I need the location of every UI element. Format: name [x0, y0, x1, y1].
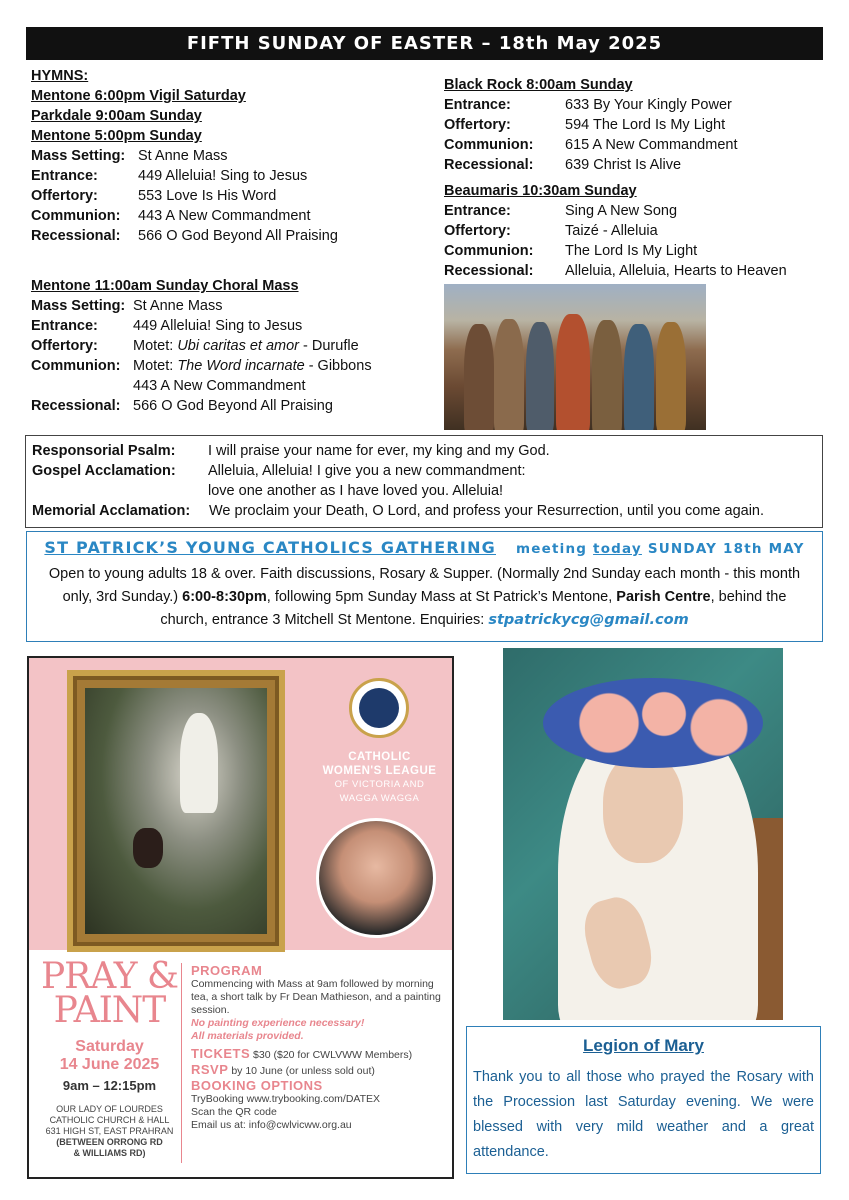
hymn-value: St Anne Mass: [138, 148, 228, 164]
psalm-text: I will praise your name for ever, my king and my God.: [208, 443, 550, 459]
tickets-line: TICKETS $30 ($20 for CWLVWW Members): [191, 1046, 413, 1061]
legion-title: Legion of Mary: [583, 1036, 704, 1055]
black-rock-heading: Black Rock 8:00am Sunday: [444, 77, 633, 93]
hymns-heading: HYMNS:: [31, 68, 89, 84]
hymn-value: Alleluia, Alleluia, Hearts to Heaven: [565, 263, 787, 279]
rsvp-line: RSVP by 10 June (or unless sold out): [191, 1062, 375, 1077]
hymn-value: 449 Alleluia! Sing to Jesus: [138, 168, 308, 184]
booking-line: Email us at: info@cwlvicww.org.au: [191, 1119, 352, 1131]
mass-time: Mentone 5:00pm Sunday: [31, 128, 202, 144]
hymn-label: Recessional:: [444, 263, 534, 279]
hymn-label: Recessional:: [31, 398, 121, 414]
ycg-title: ST PATRICK’S YOUNG CATHOLICS GATHERING meeting today SUNDAY 18th MAY: [44, 538, 805, 557]
hymn-row: [31, 146, 431, 166]
poster-divider: [181, 963, 182, 1163]
poster-program: [191, 963, 446, 1132]
program-heading: PROGRAM: [191, 963, 263, 978]
hymn-value: St Anne Mass: [133, 298, 223, 314]
booking-heading: BOOKING OPTIONS: [191, 1078, 323, 1093]
mass-time: Mentone 6:00pm Vigil Saturday: [31, 88, 246, 104]
beaumaris-heading: Beaumaris 10:30am Sunday: [444, 183, 637, 199]
hymn-value: 553 Love Is His Word: [138, 188, 277, 204]
hymn-label: Communion:: [444, 243, 534, 259]
poster-time: 9am – 12:15pm: [62, 1078, 157, 1093]
hymn-row: [31, 226, 431, 246]
hymn-row: [31, 206, 431, 226]
cwl-name: CATHOLIC WOMEN'S LEAGUE OF VICTORIA AND WAGGA WAGGA: [322, 751, 437, 804]
lourdes-painting: [67, 670, 285, 952]
hymn-label: Communion:: [31, 358, 121, 374]
black-rock-hymns: [444, 75, 824, 175]
memorial-text: We proclaim your Death, O Lord, and profess your Resurrection, until you come again.: [209, 503, 765, 519]
choral-heading: Mentone 11:00am Sunday Choral Mass: [31, 278, 299, 294]
ycg-body: Open to young adults 18 & over. Faith discussions, Rosary & Supper. (Normally 2nd Sunday each month - this month only, 3rd Sunday.) 6:00-8:30pm, following 5pm Sunday Mass at St Patrick’s Mentone, Parish Centre, behind the church, entrance 3 Mitchell St Mentone. Enquiries: stpatrickycg@gmail.com: [48, 566, 801, 628]
gospel-text: love one another as I have loved you. Alleluia!: [208, 483, 504, 499]
legion-body: Thank you to all those who prayed the Rosary with the Procession last Saturday evening. We were blessed with very mild weather and a great attendance.: [473, 1069, 814, 1160]
hymn-label: Communion:: [444, 137, 534, 153]
hymn-value: 443 A New Commandment: [133, 378, 306, 394]
materials-note: All materials provided.: [191, 1030, 304, 1042]
priest-photo: [316, 818, 436, 938]
choral-mass: [31, 276, 436, 416]
hymns-left: [31, 66, 431, 246]
hymn-label: Offertory:: [444, 117, 511, 133]
pray-paint-poster: [27, 656, 454, 1179]
hymn-label: Communion:: [31, 208, 121, 224]
hymn-value: 633 By Your Kingly Power: [565, 97, 732, 113]
hymn-value: 615 A New Commandment: [565, 137, 738, 153]
poster-date: Saturday 14 June 2025: [59, 1038, 160, 1073]
hymn-value: Motet: The Word incarnate - Gibbons: [133, 358, 372, 374]
poster-title: PRAY & PAINT: [40, 956, 179, 1031]
hymn-label: Recessional:: [31, 228, 121, 244]
psalm-box: [25, 435, 823, 528]
hymn-row: [31, 166, 431, 186]
hymn-label: Offertory:: [444, 223, 511, 239]
hymn-label: Mass Setting:: [31, 298, 126, 314]
hymn-row: [31, 186, 431, 206]
hymn-value: Sing A New Song: [565, 203, 678, 219]
hymn-label: Entrance:: [31, 168, 98, 184]
memorial-label: Memorial Acclamation:: [32, 503, 191, 519]
booking-line: TryBooking www.trybooking.com/DATEX: [191, 1093, 381, 1105]
mass-time: Parkdale 9:00am Sunday: [31, 108, 202, 124]
hymn-label: Mass Setting:: [31, 148, 126, 164]
hymn-label: Offertory:: [31, 188, 98, 204]
hymn-label: Offertory:: [31, 338, 98, 354]
hymn-value: 639 Christ Is Alive: [565, 157, 682, 173]
gospel-text: Alleluia, Alleluia! I give you a new commandment:: [208, 463, 526, 479]
hymn-value: 449 Alleluia! Sing to Jesus: [133, 318, 303, 334]
program-text: Commencing with Mass at 9am followed by morning tea, a short talk by Fr Dean Mathieson, and a painting session.: [191, 978, 441, 1016]
hymn-value: Taizé - Alleluia: [565, 223, 658, 239]
hymn-value: The Lord Is My Light: [565, 243, 698, 259]
no-experience-note: No painting experience necessary!: [191, 1017, 365, 1029]
cwl-logo: [349, 678, 409, 738]
gospel-label: Gospel Acclamation:: [32, 463, 176, 479]
mary-statue-photo: [503, 648, 783, 1020]
page-title: FIFTH SUNDAY OF EASTER – 18th May 2025: [26, 27, 823, 60]
booking-line: Scan the QR code: [191, 1106, 277, 1118]
hymn-value: 566 O God Beyond All Praising: [133, 398, 333, 414]
hymn-label: Entrance:: [31, 318, 98, 334]
hymn-label: Recessional:: [444, 157, 534, 173]
hymn-value: 594 The Lord Is My Light: [565, 117, 726, 133]
psalm-label: Responsorial Psalm:: [32, 443, 176, 459]
beaumaris-hymns: [444, 181, 834, 281]
legion-box: [466, 1026, 821, 1174]
ycg-box: [26, 531, 823, 642]
ycg-email-link[interactable]: stpatrickycg@gmail.com: [488, 612, 689, 628]
hymn-value: 443 A New Commandment: [138, 208, 311, 224]
hymn-label: Entrance:: [444, 203, 511, 219]
hymn-value: 566 O God Beyond All Praising: [138, 228, 338, 244]
hymn-value: Motet: Ubi caritas et amor - Durufle: [133, 338, 359, 354]
poster-venue: OUR LADY OF LOURDES CATHOLIC CHURCH & HALL 631 HIGH ST, EAST PRAHRAN (BETWEEN ORRONG RD & WILLIAMS RD): [45, 1104, 174, 1158]
apostles-painting: [444, 284, 706, 430]
hymn-label: Entrance:: [444, 97, 511, 113]
